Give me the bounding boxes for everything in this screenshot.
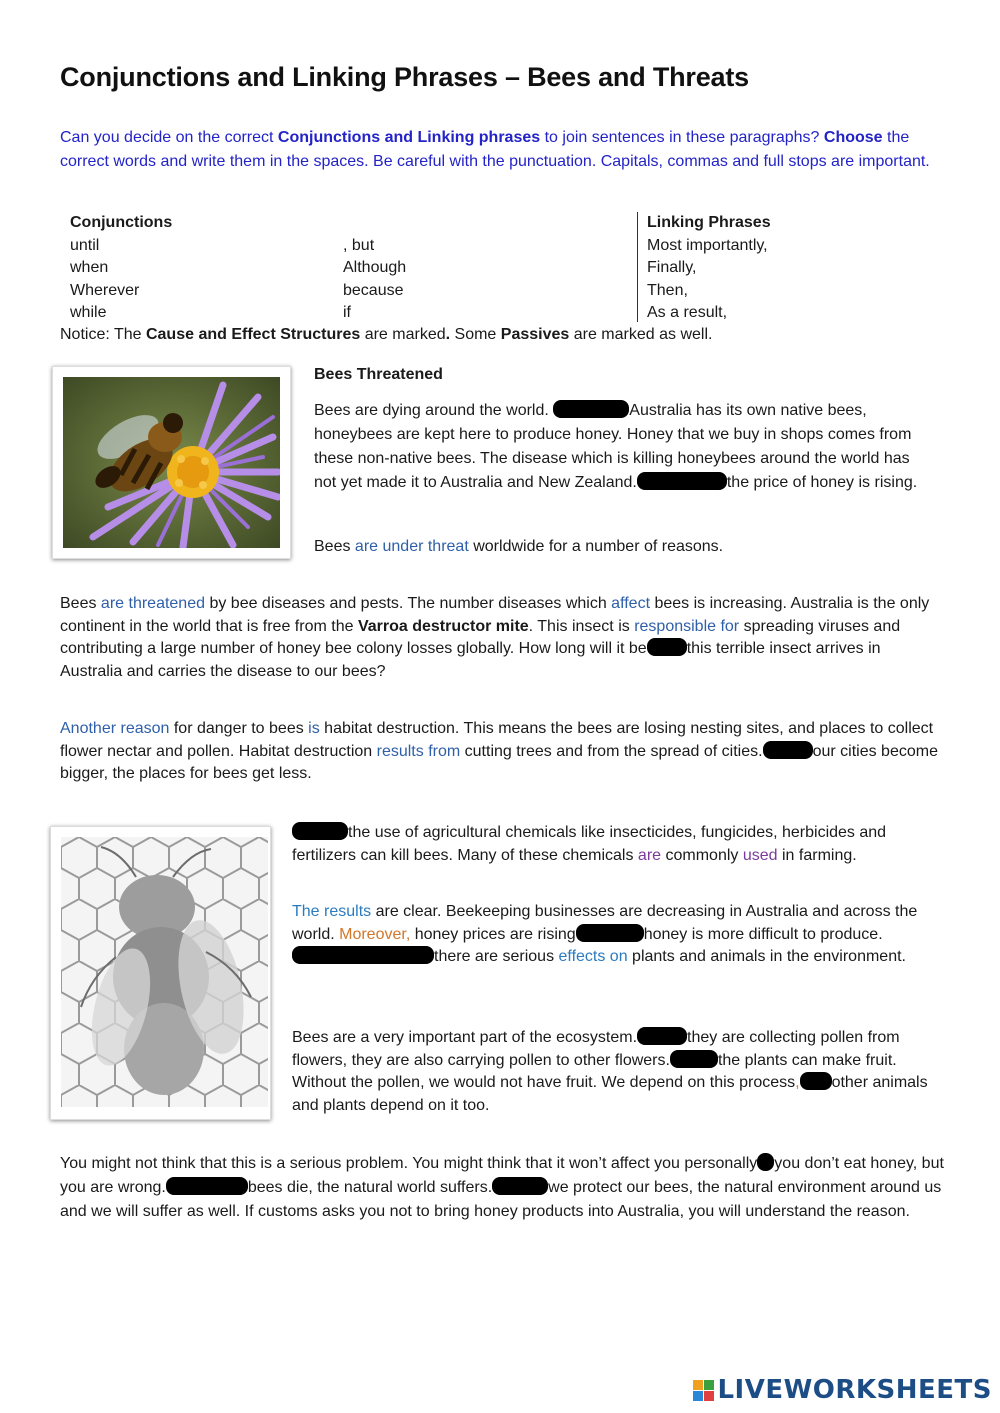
paragraph-6 — [292, 1027, 932, 1117]
answer-blank[interactable] — [492, 1177, 548, 1195]
marked-phrase: Moreover, — [339, 925, 411, 943]
answer-blank[interactable] — [670, 1050, 718, 1068]
answer-blank[interactable] — [637, 1027, 687, 1045]
intro-bold: Choose — [823, 129, 883, 146]
marked-phrase: affect — [611, 595, 651, 612]
paragraph-text: they are collecting pollen from flowers, they are also carrying pollen to other flowers. — [292, 1029, 900, 1069]
linking-phrases-column — [647, 212, 771, 325]
bee-sketch-image — [61, 837, 268, 1107]
logo-text: LIVEWORKSHEETS — [717, 1375, 992, 1405]
answer-blank[interactable] — [166, 1177, 248, 1195]
conjunctions-heading: Conjunctions — [70, 214, 173, 231]
linking-phrases-heading: Linking Phrases — [647, 214, 771, 231]
paragraph-text: Bees — [60, 595, 101, 612]
logo-mark-icon — [693, 1380, 714, 1401]
paragraph-1 — [314, 399, 929, 495]
paragraph-text: honey is more difficult to produce. — [643, 925, 883, 943]
marked-phrase: The results — [292, 903, 372, 920]
answer-blank[interactable] — [576, 924, 644, 942]
paragraph-2 — [60, 593, 940, 683]
paragraph-text: in farming. — [777, 846, 857, 864]
paragraph-text: . This insect is — [528, 617, 635, 635]
paragraph-text: the plants can make fruit. Without the pollen, we would not have fruit. We depend on this process — [292, 1051, 897, 1091]
intro-text: to join sentences in these paragraphs? — [540, 129, 824, 146]
word-option: because — [343, 281, 404, 299]
word-option: , but — [343, 236, 375, 254]
paragraph-text: bees is increasing. Australia is the only continent in the world that is free from the — [60, 595, 930, 635]
marked-phrase: results from — [376, 742, 461, 760]
column-divider — [637, 212, 638, 322]
marked-phrase: responsible for — [634, 617, 740, 635]
notice-bold: . — [445, 326, 451, 343]
paragraph-text: Bees are a very important part of the ecosystem. — [292, 1029, 638, 1046]
answer-blank[interactable] — [292, 822, 348, 840]
page-title: Conjunctions and Linking Phrases – Bees and Threats — [60, 62, 749, 92]
notice-text: Notice: The — [60, 326, 146, 343]
bee-flower-image — [63, 377, 280, 548]
paragraph-5 — [292, 901, 932, 969]
answer-blank[interactable] — [553, 400, 629, 418]
paragraph-text: this terrible insect arrives in Australia and carries the disease to our bees? — [60, 640, 881, 680]
answer-blank[interactable] — [763, 741, 813, 759]
marked-phrase: is — [308, 720, 320, 737]
word-option: when — [70, 259, 109, 276]
paragraph-text: other animals and plants depend on it too. — [292, 1074, 928, 1114]
word-option: Although — [343, 259, 407, 276]
paragraph-7 — [60, 1152, 945, 1224]
word-option: Wherever — [70, 281, 140, 299]
paragraph-text: spreading viruses and contributing a large number of honey bee colony losses globally. How long will it be — [60, 617, 901, 657]
conjunctions-column-1 — [70, 212, 172, 325]
answer-blank[interactable] — [637, 472, 727, 490]
marked-phrase: Another reason — [60, 720, 170, 737]
word-option: while — [70, 304, 107, 321]
paragraph-text: Bees — [314, 538, 355, 555]
marked-phrase: , — [795, 1074, 800, 1091]
bee-flower-photo — [52, 366, 291, 559]
paragraph-text: are clear. Beekeeping businesses are decreasing in Australia and across the world. — [292, 903, 918, 943]
word-option: Finally, — [647, 259, 697, 276]
word-option: As a result, — [647, 304, 728, 321]
paragraph-text: Australia has its own native bees, honeybees are kept here to produce honey. Honey that we buy in shops comes from these non-native bees. The disease which is killing honeybees around the world has not yet made it to Australia and New Zealand. — [314, 402, 912, 491]
answer-blank[interactable] — [292, 946, 434, 964]
marked-phrase: are threatened — [100, 595, 205, 612]
paragraph-text: for danger to bees — [169, 720, 309, 737]
paragraph-text: You might not think that this is a serious problem. You might think that it won’t affect you personally — [60, 1155, 758, 1172]
paragraph-1b — [314, 535, 929, 559]
marked-phrase: effects on — [558, 948, 628, 965]
bee-sketch-image-frame — [50, 826, 271, 1120]
answer-blank[interactable] — [800, 1072, 832, 1090]
paragraph-4 — [292, 822, 932, 867]
paragraph-text: you don’t eat honey, but you are wrong. — [60, 1155, 944, 1196]
paragraph-text: we protect our bees, the natural environment around us and we will suffer as well. If customs asks you not to bring honey products into Australia, you will understand the reason. — [60, 1179, 942, 1220]
instructions — [60, 126, 950, 174]
paragraph-text: there are serious — [434, 948, 559, 965]
answer-blank[interactable] — [757, 1153, 774, 1171]
intro-text: the correct words and write them in the spaces. Be careful with the punctuation. Capitals, commas and full stops are important. — [60, 129, 930, 170]
paragraph-text: the use of agricultural chemicals like insecticides, fungicides, herbicides and fertilizers can kill bees. Many of these chemicals — [292, 824, 887, 864]
paragraph-text: cutting trees and from the spread of cities. — [460, 742, 763, 760]
notice-bold: Cause and Effect Structures — [145, 326, 361, 343]
paragraph-text: worldwide for a number of reasons. — [468, 538, 724, 555]
answer-blank[interactable] — [647, 638, 687, 656]
notice-bold: Passives — [500, 326, 570, 343]
paragraph-3 — [60, 718, 940, 786]
notice-text: are marked — [360, 326, 446, 343]
paragraph-text: honey prices are rising — [410, 925, 576, 943]
word-option: Then, — [647, 281, 688, 299]
word-bank — [60, 212, 940, 322]
paragraph-text: commonly — [661, 846, 743, 864]
paragraph-text: plants and animals in the environment. — [627, 948, 906, 965]
liveworksheets-logo — [693, 1375, 992, 1405]
intro-text: Can you decide on the correct — [60, 129, 278, 146]
marked-phrase: are — [637, 846, 662, 864]
conjunctions-column-2 — [343, 212, 406, 325]
section-heading: Bees Threatened — [314, 366, 443, 383]
notice-text: are marked as well. — [569, 326, 713, 343]
word-option: until — [70, 236, 100, 254]
paragraph-text: the price of honey is rising. — [726, 474, 918, 491]
marked-phrase: used — [742, 846, 778, 864]
paragraph-text: habitat destruction. This means the bees are losing nesting sites, and places to collect flower nectar and pollen. Habitat destruction — [60, 720, 934, 760]
paragraph-text: Bees are dying around the world. — [314, 402, 554, 419]
paragraph-text: bees die, the natural world suffers. — [247, 1179, 493, 1196]
bold-term: Varroa destructor mite — [357, 617, 529, 635]
word-option: Most importantly, — [647, 236, 768, 254]
paragraph-text: our cities become bigger, the places for bees get less. — [60, 742, 938, 782]
notice — [60, 325, 712, 345]
marked-phrase: are under threat — [354, 538, 469, 555]
intro-bold: Conjunctions and Linking phrases — [277, 129, 541, 146]
paragraph-text: by bee diseases and pests. The number diseases which — [205, 595, 612, 612]
word-option: if — [343, 304, 351, 321]
notice-text: Some — [450, 326, 501, 343]
